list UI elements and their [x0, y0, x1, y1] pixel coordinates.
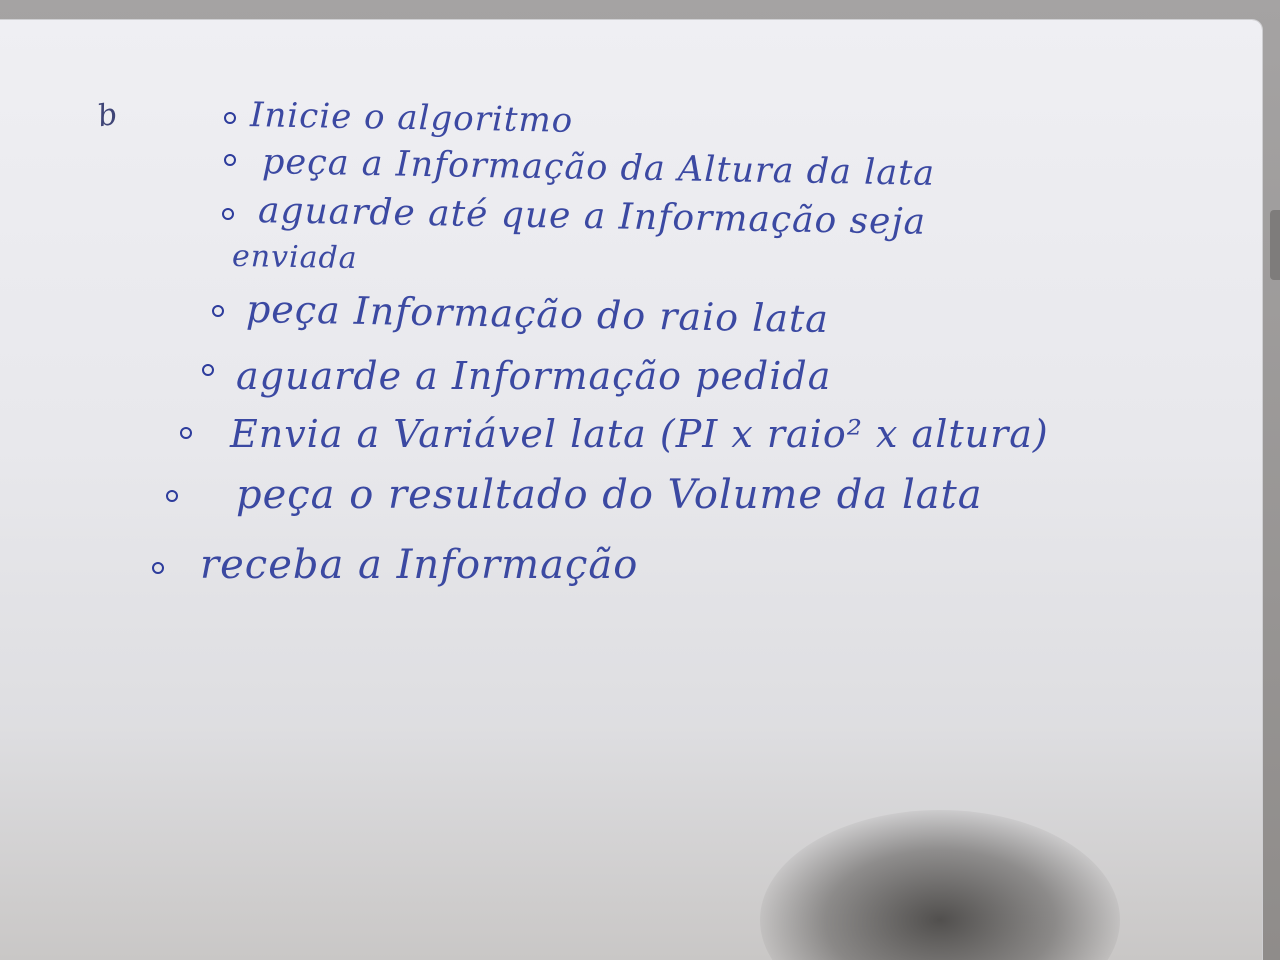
note-line-4: peça Informação do raio lata — [245, 286, 830, 342]
bullet-icon — [224, 154, 236, 166]
corner-letter: b — [95, 96, 121, 135]
bullet-icon — [202, 364, 214, 376]
note-line-7: peça o resultado do Volume da lata — [236, 472, 983, 518]
bullet-icon — [224, 112, 236, 124]
note-line-6: Envia a Variável lata (PI x raio² x altura) — [230, 412, 1049, 456]
note-line-8: receba a Informação — [200, 542, 639, 588]
bullet-icon — [180, 427, 192, 439]
bullet-icon — [166, 490, 178, 502]
note-line-2: peça a Informação da Altura da lata — [261, 142, 936, 194]
note-line-3: aguarde até que a Informação seja — [257, 190, 927, 243]
bullet-icon — [212, 305, 224, 317]
page-edge-tab — [1270, 210, 1280, 280]
paper-sheet — [0, 20, 1262, 960]
note-line-3-continued: enviada — [231, 238, 358, 277]
bullet-icon — [152, 562, 164, 574]
note-line-1: Inicie o algoritmo — [249, 95, 574, 141]
note-line-5: aguarde a Informação pedida — [236, 354, 832, 398]
bullet-icon — [222, 208, 234, 220]
shadow-blob — [760, 810, 1120, 960]
